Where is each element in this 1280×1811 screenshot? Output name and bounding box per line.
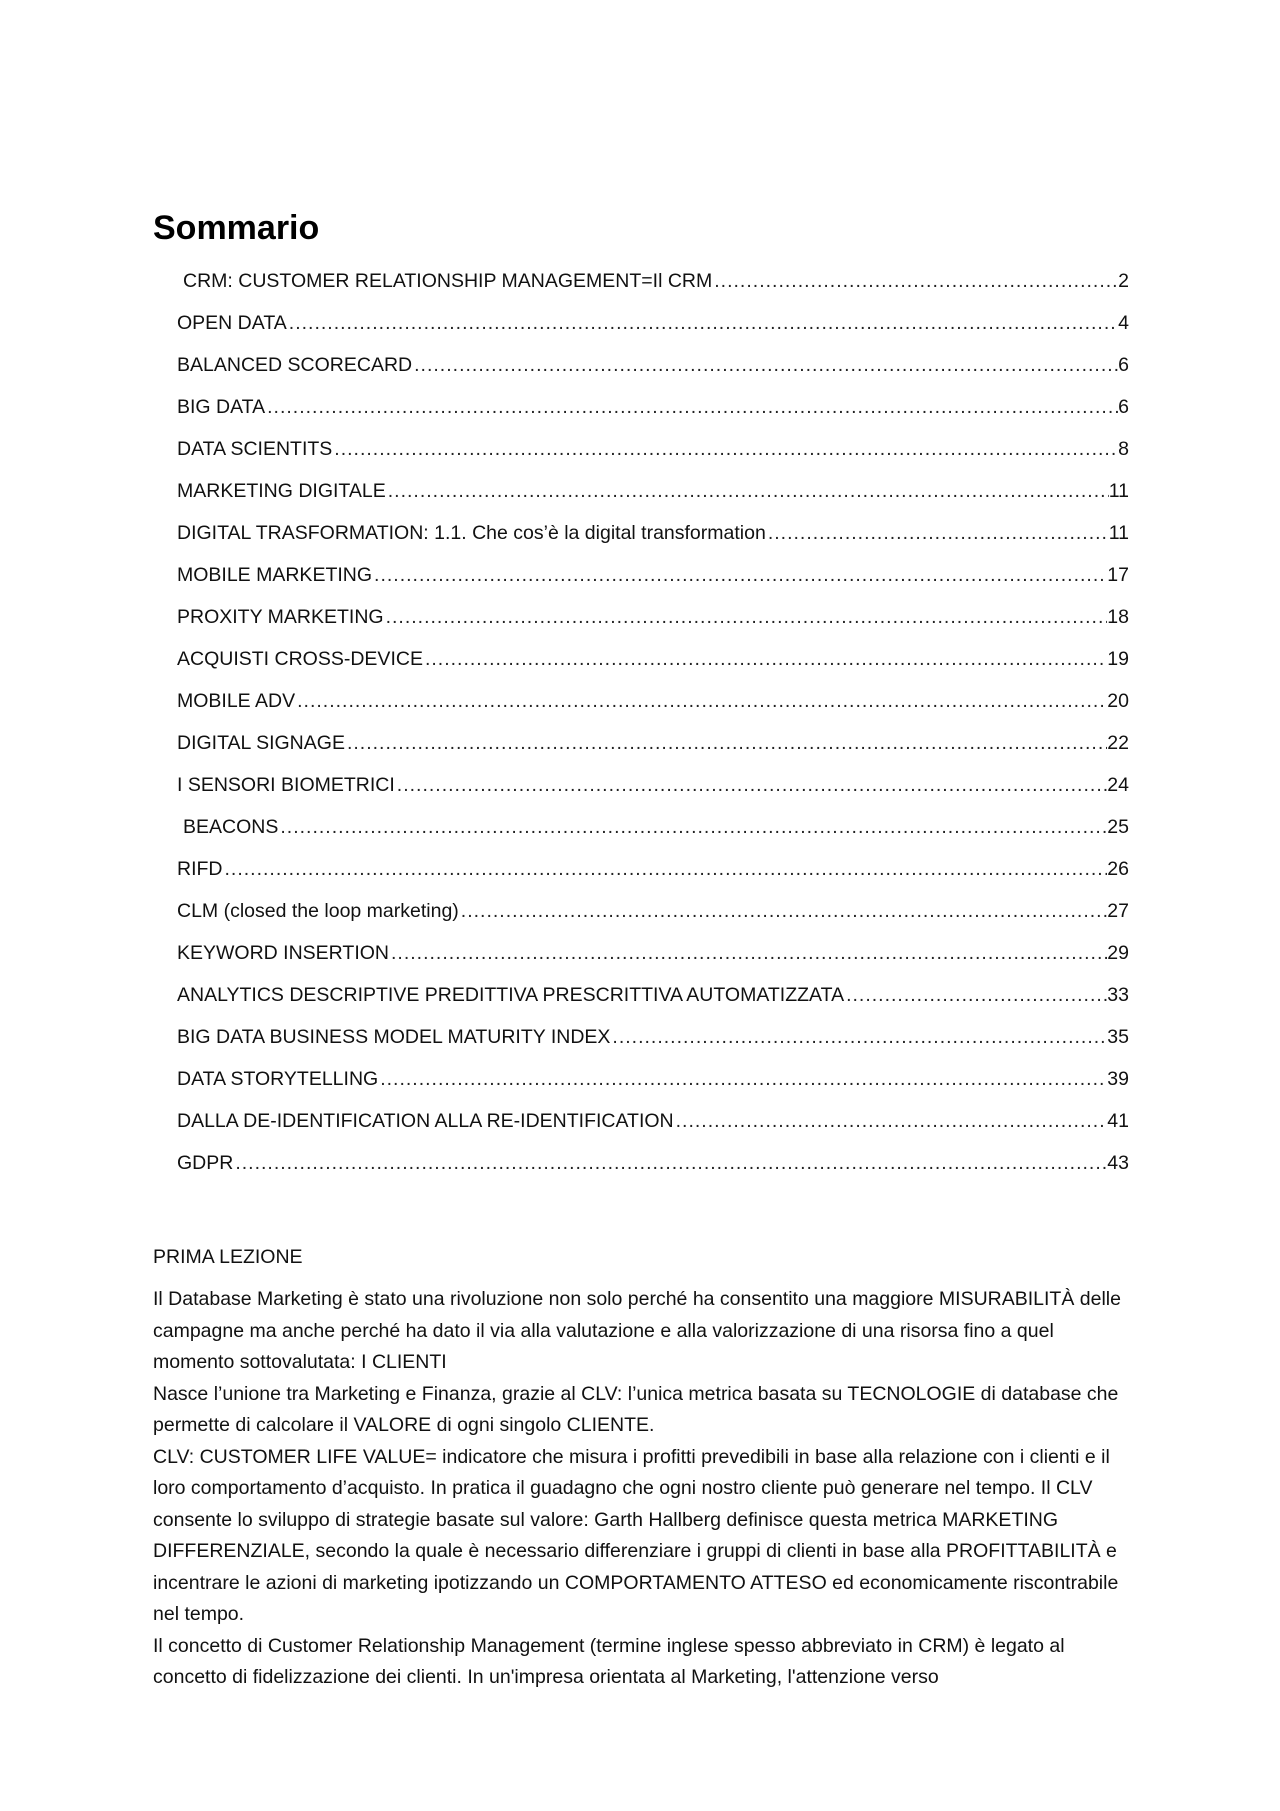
toc-entry[interactable] bbox=[177, 1022, 1129, 1064]
toc-entry-label: BEACONS bbox=[183, 816, 279, 838]
toc-entry-page-number: 29 bbox=[1107, 942, 1129, 964]
toc-entry[interactable] bbox=[177, 308, 1129, 350]
toc-entry-label: GDPR bbox=[177, 1152, 234, 1174]
toc-entry[interactable] bbox=[177, 686, 1129, 728]
toc-entry-page-number: 6 bbox=[1118, 354, 1129, 376]
toc-entry-label: BALANCED SCORECARD bbox=[177, 354, 413, 376]
toc-entry-label: CLM (closed the loop marketing) bbox=[177, 900, 459, 922]
toc-entry-label: BIG DATA BUSINESS MODEL MATURITY INDEX bbox=[177, 1026, 611, 1048]
toc-dot-leader bbox=[378, 1064, 1107, 1094]
toc-entry-page-number: 11 bbox=[1108, 480, 1129, 502]
toc-entry-label: BIG DATA bbox=[177, 396, 266, 418]
toc-dot-leader bbox=[265, 392, 1118, 422]
toc-dot-leader bbox=[384, 602, 1108, 632]
toc-dot-leader bbox=[372, 560, 1107, 590]
toc-entry[interactable] bbox=[177, 854, 1129, 896]
toc-entry-page-number: 2 bbox=[1118, 270, 1129, 292]
toc-entry-page-number: 11 bbox=[1108, 522, 1129, 544]
toc-entry-label: DALLA DE-IDENTIFICATION ALLA RE-IDENTIFICATION bbox=[177, 1110, 674, 1132]
table-of-contents bbox=[177, 266, 1129, 1190]
paragraph: Il Database Marketing è stato una rivoluzione non solo perché ha consentito una maggiore MISURABILITÀ delle campagne ma anche perché ha dato il via alla valutazione e alla valorizzazione di una risorsa fino a quel momento sottovalutata: I CLIENTI bbox=[153, 1288, 1121, 1373]
toc-dot-leader bbox=[395, 770, 1108, 800]
toc-entry-page-number: 18 bbox=[1107, 606, 1129, 628]
toc-entry[interactable] bbox=[177, 896, 1129, 938]
toc-entry[interactable] bbox=[177, 350, 1129, 392]
toc-dot-leader bbox=[766, 518, 1109, 548]
toc-entry-page-number: 24 bbox=[1107, 774, 1129, 796]
toc-entry-label: MARKETING DIGITALE bbox=[177, 480, 386, 502]
toc-dot-leader bbox=[844, 980, 1107, 1010]
toc-entry-label: ANALYTICS DESCRIPTIVE PREDITTIVA PRESCRITTIVA AUTOMATIZZATA bbox=[177, 984, 845, 1006]
toc-entry-page-number: 20 bbox=[1107, 690, 1129, 712]
document-body bbox=[153, 1242, 1138, 1694]
toc-dot-leader bbox=[295, 686, 1107, 716]
toc-dot-leader bbox=[386, 476, 1109, 506]
paragraph: CLV: CUSTOMER LIFE VALUE= indicatore che misura i profitti prevedibili in base alla relazione con i clienti e il loro comportamento d’acquisto. In pratica il guadagno che ogni nostro cliente può generare nel tempo. Il CLV consente lo sviluppo di strategie basate sul valore: Garth Hallberg definisce questa metrica MARKETING DIFFERENZIALE, secondo la quale è necessario differenziare i gruppi di clienti in base alla PROFITTABILITÀ e incentrare le azioni di marketing ipotizzando un COMPORTAMENTO ATTESO ed economicamente riscontrabile nel tempo. bbox=[153, 1445, 1119, 1625]
toc-entry-page-number: 39 bbox=[1107, 1068, 1129, 1090]
toc-entry-label: DIGITAL SIGNAGE bbox=[177, 732, 345, 754]
toc-entry[interactable] bbox=[177, 560, 1129, 602]
toc-dot-leader bbox=[389, 938, 1107, 968]
toc-dot-leader bbox=[332, 434, 1118, 464]
toc-dot-leader bbox=[412, 350, 1118, 380]
toc-entry-page-number: 33 bbox=[1107, 984, 1129, 1006]
toc-entry-page-number: 27 bbox=[1107, 900, 1129, 922]
toc-dot-leader bbox=[423, 644, 1107, 674]
toc-dot-leader bbox=[459, 896, 1108, 926]
toc-dot-leader bbox=[233, 1148, 1107, 1178]
toc-entry-label: MOBILE MARKETING bbox=[177, 564, 373, 586]
toc-entry-label: ACQUISTI CROSS-DEVICE bbox=[177, 648, 423, 670]
toc-title: Sommario bbox=[153, 209, 320, 247]
toc-entry[interactable] bbox=[177, 434, 1129, 476]
toc-entry[interactable] bbox=[177, 1106, 1129, 1148]
toc-entry-page-number: 8 bbox=[1118, 438, 1129, 460]
toc-entry-page-number: 35 bbox=[1107, 1026, 1129, 1048]
toc-entry[interactable] bbox=[177, 770, 1129, 812]
toc-dot-leader bbox=[223, 854, 1108, 884]
toc-entry-page-number: 26 bbox=[1107, 858, 1129, 880]
toc-entry-label: DATA STORYTELLING bbox=[177, 1068, 379, 1090]
toc-entry-label: DATA SCIENTITS bbox=[177, 438, 333, 460]
toc-entry[interactable] bbox=[177, 644, 1129, 686]
toc-entry[interactable] bbox=[177, 518, 1129, 560]
toc-dot-leader bbox=[674, 1106, 1108, 1136]
toc-dot-leader bbox=[345, 728, 1107, 758]
toc-entry-label: RIFD bbox=[177, 858, 223, 880]
toc-entry-label: PROXITY MARKETING bbox=[177, 606, 384, 628]
toc-entry-page-number: 17 bbox=[1107, 564, 1129, 586]
toc-entry-page-number: 22 bbox=[1107, 732, 1129, 754]
toc-entry-label: OPEN DATA bbox=[177, 312, 287, 334]
toc-entry-page-number: 41 bbox=[1107, 1110, 1129, 1132]
toc-entry[interactable] bbox=[177, 938, 1129, 980]
toc-entry[interactable] bbox=[177, 1148, 1129, 1190]
paragraph: Nasce l’unione tra Marketing e Finanza, grazie al CLV: l’unica metrica basata su TECNOLOGIE di database che permette di calcolare il VALORE di ogni singolo CLIENTE. bbox=[153, 1382, 1119, 1436]
toc-entry-label: I SENSORI BIOMETRICI bbox=[177, 774, 395, 796]
toc-entry[interactable] bbox=[177, 476, 1129, 518]
toc-entry[interactable] bbox=[177, 602, 1129, 644]
toc-entry-label: CRM: CUSTOMER RELATIONSHIP MANAGEMENT=Il CRM bbox=[183, 270, 713, 292]
toc-entry[interactable] bbox=[177, 392, 1129, 434]
toc-dot-leader bbox=[712, 266, 1118, 296]
toc-entry[interactable] bbox=[177, 266, 1129, 308]
toc-entry[interactable] bbox=[177, 1064, 1129, 1106]
toc-entry[interactable] bbox=[177, 728, 1129, 770]
section-heading: PRIMA LEZIONE bbox=[153, 1246, 303, 1268]
paragraph: Il concetto di Customer Relationship Management (termine inglese spesso abbreviato in CRM) è legato al concetto di fidelizzazione dei clienti. In un'impresa orientata al Marketing, l'attenzione verso bbox=[153, 1634, 1065, 1688]
toc-entry-page-number: 25 bbox=[1107, 816, 1129, 838]
toc-entry[interactable] bbox=[177, 980, 1129, 1022]
toc-entry-page-number: 19 bbox=[1107, 648, 1129, 670]
toc-dot-leader bbox=[610, 1022, 1107, 1052]
toc-entry-page-number: 4 bbox=[1118, 312, 1129, 334]
toc-entry-page-number: 6 bbox=[1118, 396, 1129, 418]
toc-dot-leader bbox=[278, 812, 1107, 842]
toc-entry[interactable] bbox=[177, 812, 1129, 854]
toc-entry-label: KEYWORD INSERTION bbox=[177, 942, 389, 964]
toc-entry-label: MOBILE ADV bbox=[177, 690, 296, 712]
toc-dot-leader bbox=[287, 308, 1118, 338]
toc-entry-label: DIGITAL TRASFORMATION: 1.1. Che cos’è la digital transformation bbox=[177, 522, 766, 544]
toc-entry-page-number: 43 bbox=[1107, 1152, 1129, 1174]
